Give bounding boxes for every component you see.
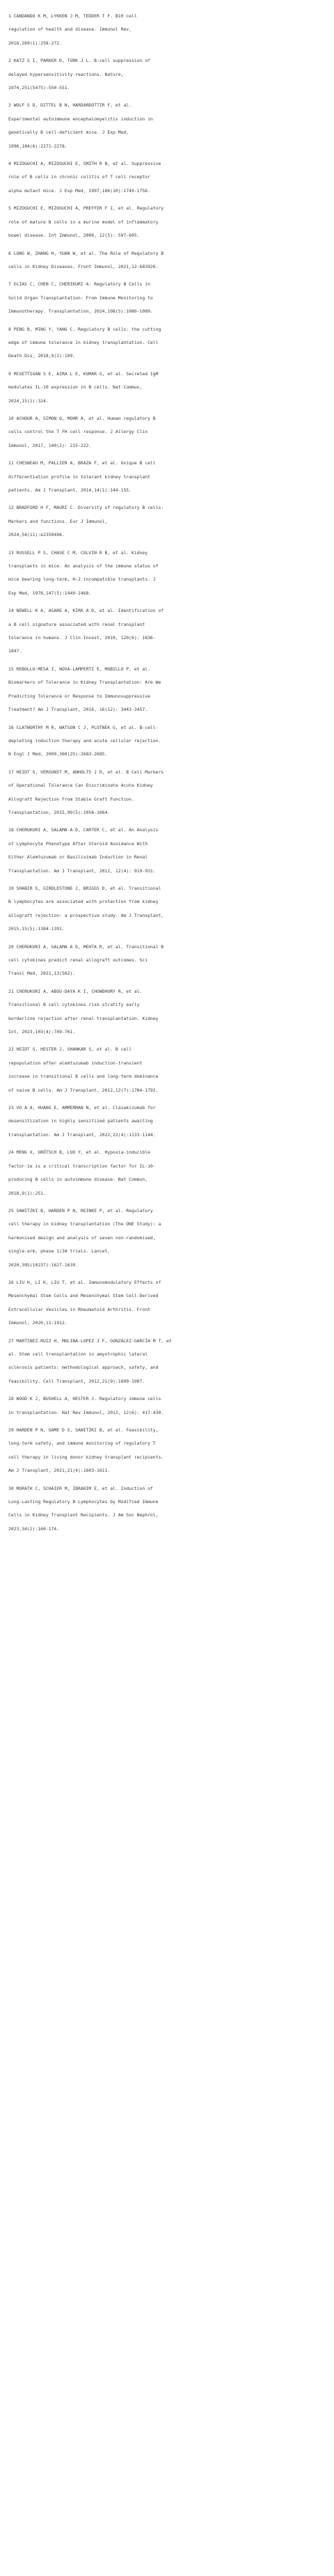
reference-line: Transitional B cell cytokines risk stratify early xyxy=(8,1002,140,1008)
reference-line: 26 LIU H, LI K, LIU T, et al. Immunomodulatory Effects of xyxy=(8,1279,161,1285)
reference-entry xyxy=(8,663,326,717)
reference-line: Transplantation, 2015,99(5):1058-1064. xyxy=(8,809,111,815)
reference-entry xyxy=(8,766,326,820)
reference-line: 8 PENG B, MING Y, YANG C. Regulatory B cells: the cutting xyxy=(8,326,161,332)
reference-line: in transplantation. Nat Rev Immunol, 2012, 12(6): 417-430. xyxy=(8,1409,164,1415)
reference-line: alpha mutant mice. J Exp Med, 1997,186(10):1749-1756. xyxy=(8,187,150,194)
reference-entry xyxy=(8,54,326,95)
reference-line: producing B cells in autoimmune disease. Nat Commun, xyxy=(8,1177,148,1183)
reference-line: 21 CHERUKURI A, ABOU-DAYA K I, CHOWDHURY R, et al. xyxy=(8,988,143,994)
reference-line: Biomarkers of Tolerance in Kidney Transplantation: Are We xyxy=(8,680,161,686)
reference-entry xyxy=(8,1392,326,1420)
reference-entry xyxy=(8,1146,326,1200)
reference-line: cell therapy in living donor kidney transplant recipients. xyxy=(8,1454,164,1460)
reference-line: 19 SHABIR S, GIRDLESTONE J, BRIGGS D, et al. Transitional xyxy=(8,885,161,891)
reference-line: Immunotherapy. Transplantation, 2024,108(5):1080-1089. xyxy=(8,308,153,315)
reference-line: Treatment? Am J Transplant, 2016, 16(12): 3443-3457. xyxy=(8,707,148,713)
reference-entry xyxy=(8,1335,326,1389)
reference-line: edge of immune tolerance in kidney transplantation. Cell xyxy=(8,339,159,345)
reference-line: sclerosis patients: methodological approach, safety, and xyxy=(8,1365,159,1371)
reference-line: 13 RUSSELL P S, CHASE C M, COLVIN R B, et al. Kidney xyxy=(8,549,148,556)
reference-entry xyxy=(8,202,326,242)
reference-line: 5 MIZOGUCHI E, MIZOGUCHI A, PREFFER F I, et al. Regulatory xyxy=(8,205,164,212)
reference-entry xyxy=(8,721,326,762)
reference-line: cells in Kidney Diseases. Front Immunol, 2021,12:683926. xyxy=(8,263,159,269)
reference-line: Immunol, 2017, 140(1): 215-222. xyxy=(8,442,92,448)
reference-line: role of B cells in chronic colitis of T cell receptor xyxy=(8,174,150,180)
reference-entry xyxy=(8,941,326,981)
reference-line: factor-1α is a critical transcription factor for IL-10- xyxy=(8,1163,156,1169)
reference-line: bowel disease. Int Immunol, 2000, 12(5): 597-605. xyxy=(8,233,140,239)
reference-line: cell cytokines predict renal allograft outcomes. Sci xyxy=(8,957,148,963)
reference-line: transplants in mice. An analysis of the immune status of xyxy=(8,563,159,570)
reference-entry xyxy=(8,1276,326,1330)
reference-line: 25 SAWITZKI B, HARDEN P N, REINKE P, et al. Regulatory xyxy=(8,1207,153,1214)
reference-entry xyxy=(8,157,326,198)
reference-entry xyxy=(8,368,326,408)
reference-line: 23 VO A A, HUANG E, AMMERMAN N, et al. Clazakizumab for xyxy=(8,1105,156,1111)
reference-line: of Operational Tolerance Can Discriminate Acute Kidney xyxy=(8,783,153,789)
reference-line: 9 MCGETTIGAN S E, AIRA L E, KUMAR G, et al. Secreted IgM xyxy=(8,370,159,377)
reference-line: long-term safety, and immune monitoring of regulatory T xyxy=(8,1440,156,1447)
reference-line: Experimental autoimmune encephalomyelitis induction in xyxy=(8,116,153,122)
reference-line: Death Dis, 2018,9(2):109. xyxy=(8,353,76,359)
reference-line: depleting induction therapy and acute cellular rejection. xyxy=(8,737,161,744)
reference-line: a B cell signature associated with renal transplant xyxy=(8,621,145,627)
reference-entry xyxy=(8,10,326,50)
reference-line: modulates IL-10 expression in B cells. Nat Commun, xyxy=(8,384,143,391)
reference-line: 1996,184(6):2271-2278. xyxy=(8,143,67,149)
reference-line: 16 CLATWORTHY M R, WATSON C J, PLOTNEK G, et al. B-cell- xyxy=(8,724,159,730)
reference-line: 17 HEIDT S, VERGUNST M, ANHOLTS J D, et al. B Cell Markers xyxy=(8,769,164,775)
reference-line: Predicting Tolerance or Response to Immunosuppressive xyxy=(8,693,150,699)
reference-entry xyxy=(8,457,326,497)
reference-entry xyxy=(8,985,326,1039)
reference-line: of naive B cells. Am J Transplant, 2012,12(7):1784-1792. xyxy=(8,1087,159,1093)
reference-line: 15 REBOLLO-MESA I, NOVA-LAMPERTI E, MOBILLO P, et al. xyxy=(8,666,150,672)
reference-line: 2023,34(1):160-174. xyxy=(8,1525,60,1532)
reference-line: 2020,395(10237):1627-1639. xyxy=(8,1262,79,1268)
reference-line: 1847. xyxy=(8,648,22,654)
reference-entry xyxy=(8,1204,326,1272)
reference-line: Solid Organ Transplantation: From Immune Monitoring to xyxy=(8,294,153,301)
reference-line: mice bearing long-term, H-2 incompatible transplants. J xyxy=(8,576,156,583)
reference-line: Long-Lasting Regulatory B Lymphocytes by Modified Immune xyxy=(8,1499,159,1505)
reference-line: differentiation profile in tolerant kidney transplant xyxy=(8,473,150,480)
reference-line: Extracellular Vesicles in Rheumatoid Arthritis. Front xyxy=(8,1306,150,1312)
reference-line: 18 CHERUKURI A, SALAMA A D, CARTER C, et al. An Analysis xyxy=(8,827,159,833)
reference-line: single-arm, phase 1/2A trials. Lancet, xyxy=(8,1248,111,1255)
reference-line: 2024,15(1):324. xyxy=(8,398,49,404)
reference-entry xyxy=(8,1043,326,1097)
reference-line: 1 CANDANDO K M, LYKKEN J M, TEDDER T F. B10 cell xyxy=(8,13,137,19)
reference-line: 2018,9(1):251. xyxy=(8,1190,46,1196)
reference-line: 3 WOLF S D, DITTEL B N, HARDARDOTTIR F, et al. xyxy=(8,102,132,109)
reference-line: Transplantation. Am J Transplant, 2012, 12(4): 919-931. xyxy=(8,867,156,874)
reference-line: 22 HEIDT S, HESTER J, SHANKAR S, et al. B cell xyxy=(8,1046,132,1053)
reference-line: role of mature B cells in a murine model of inflammatory xyxy=(8,219,159,225)
reference-line: desensitization in highly sensitized patients awaiting xyxy=(8,1118,153,1124)
reference-line: 29 HARDEN P N, GAME D S, SAWITZKI B, et al. Feasibility, xyxy=(8,1427,159,1433)
reference-line: 2016,269(1):258-272. xyxy=(8,40,62,46)
reference-line: 2024,54(11):e2350496. xyxy=(8,532,65,538)
reference-line: 4 MIZOGUCHI A, MIZOGUCHI E, SMITH R N, et al. Suppressive xyxy=(8,161,161,167)
reference-entry xyxy=(8,1101,326,1142)
reference-line: Immunol, 2020,11:1912. xyxy=(8,1320,67,1326)
reference-line: Exp Med, 1978,147(5):1449-1468. xyxy=(8,590,92,596)
reference-line: borderline rejection after renal transplantation. Kidney xyxy=(8,1015,159,1021)
reference-line: al. Stem cell transplantation in amyotrophic lateral xyxy=(8,1351,148,1357)
reference-entry xyxy=(8,824,326,878)
reference-entry xyxy=(8,547,326,601)
reference-line: 24 MENG X, GRÖTSCH B, LUO Y, et al. Hypoxia-inducible xyxy=(8,1149,150,1156)
reference-line: Am J Transplant, 2021,21(4):1603-1611. xyxy=(8,1468,111,1474)
reference-line: N Engl J Med, 2009,360(25):2683-2685. xyxy=(8,751,108,757)
reference-entry xyxy=(8,1424,326,1478)
reference-line: increase in transitional B cells and long-term dominance xyxy=(8,1074,159,1080)
reference-line: delayed hypersensitivity reactions. Nature, xyxy=(8,71,124,77)
reference-entry xyxy=(8,412,326,453)
reference-line: 1974,251(5475):550-551. xyxy=(8,85,70,91)
reference-line: cell therapy in kidney transplantation (The ONE Study): a xyxy=(8,1221,161,1227)
reference-line: 2 KATZ S I, PARKER D, TURK J L. B-cell suppression of xyxy=(8,58,150,64)
reference-line: tolerance in humans. J Clin Invest, 2010, 120(6): 1836- xyxy=(8,635,156,641)
reference-line: 6 LONG W, ZHANG H, YUAN W, et al. The Role of Regulatory B xyxy=(8,250,164,256)
reference-entry xyxy=(8,247,326,274)
reference-line: 20 CHERUKURI A, SALAMA A D, MEHTA R, et al. Transitional B xyxy=(8,943,164,950)
reference-line: Mesenchymal Stem Cells and Mesenchymal Stem Cell-Derived xyxy=(8,1293,159,1299)
reference-line: transplantation. Am J Transplant, 2022,22(4):1133-1144. xyxy=(8,1131,156,1138)
reference-entry xyxy=(8,604,326,659)
reference-line: 2015,15(5):1384-1391. xyxy=(8,926,65,932)
reference-line: 7 ELIAS C, CHEN C, CHERIKURI A. Regulatory B Cells in xyxy=(8,281,150,288)
reference-entry xyxy=(8,99,326,153)
reference-line: harmonised design and analysis of seven non-randomised, xyxy=(8,1234,156,1241)
reference-line: genetically B cell-deficient mice. J Exp Med, xyxy=(8,129,129,136)
reference-line: 11 CHESNEAU M, PALLIER A, BRAZA F, et al. Unique B cell xyxy=(8,460,156,466)
reference-line: repopulation after alemtuzumab induction-transient xyxy=(8,1060,143,1066)
reference-line: Cells in Kidney Transplant Recipients. J Am Soc Nephrol, xyxy=(8,1512,159,1518)
reference-entry xyxy=(8,323,326,363)
reference-line: Allograft Rejection From Stable Graft Function. xyxy=(8,796,134,802)
reference-line: Either Alemtuzumab or Basiliximab Induction in Renal xyxy=(8,854,148,861)
reference-entry xyxy=(8,1482,326,1537)
reference-line: allograft rejection: a prospective study. Am J Transplant, xyxy=(8,912,164,918)
reference-line: 12 BRADFORD H F, MAURI C. Diversity of regulatory B cells: xyxy=(8,505,164,511)
reference-entry xyxy=(8,278,326,318)
reference-line: regulation of health and disease. Immunol Rev, xyxy=(8,26,132,33)
reference-line: B lymphocytes are associated with protection from kidney xyxy=(8,899,159,905)
reference-line: Int, 2023,103(4):749-761. xyxy=(8,1029,76,1035)
reference-line: Markers and functions. Eur J Immunol, xyxy=(8,518,108,524)
reference-line: 28 WOOD K J, BUSHELL A, HESTER J. Regulatory immune cells xyxy=(8,1396,161,1402)
reference-list xyxy=(8,10,326,1536)
reference-line: of Lymphocyte Phenotype After Steroid Avoidance With xyxy=(8,840,148,847)
reference-line: Transl Med, 2021,13(582). xyxy=(8,971,76,977)
reference-entry xyxy=(8,882,326,936)
reference-line: 27 MARTINEZ-RUIZ H, MOLINA-LOPEZ J F, GONZÁLEZ-GARCÍA M T, et xyxy=(8,1337,172,1344)
reference-line: 10 ACHOUR A, SIMON Q, MOHR A, et al. Human regulatory B xyxy=(8,415,156,421)
reference-line: feasibility. Cell Transplant, 2012,21(9):1899-1907. xyxy=(8,1378,145,1384)
reference-line: cells control the T FH cell response. J Allergy Clin xyxy=(8,429,148,435)
reference-entry xyxy=(8,501,326,542)
reference-line: patients. Am J Transplant, 2014,14(1):144-155. xyxy=(8,487,132,493)
reference-line: 14 NEWELL K A, ASARE A, KIRK A D, et al. Identification of xyxy=(8,608,164,614)
reference-line: 30 MORATH C, SCHAIER M, IBRAHIM E, et al. Induction of xyxy=(8,1485,153,1491)
